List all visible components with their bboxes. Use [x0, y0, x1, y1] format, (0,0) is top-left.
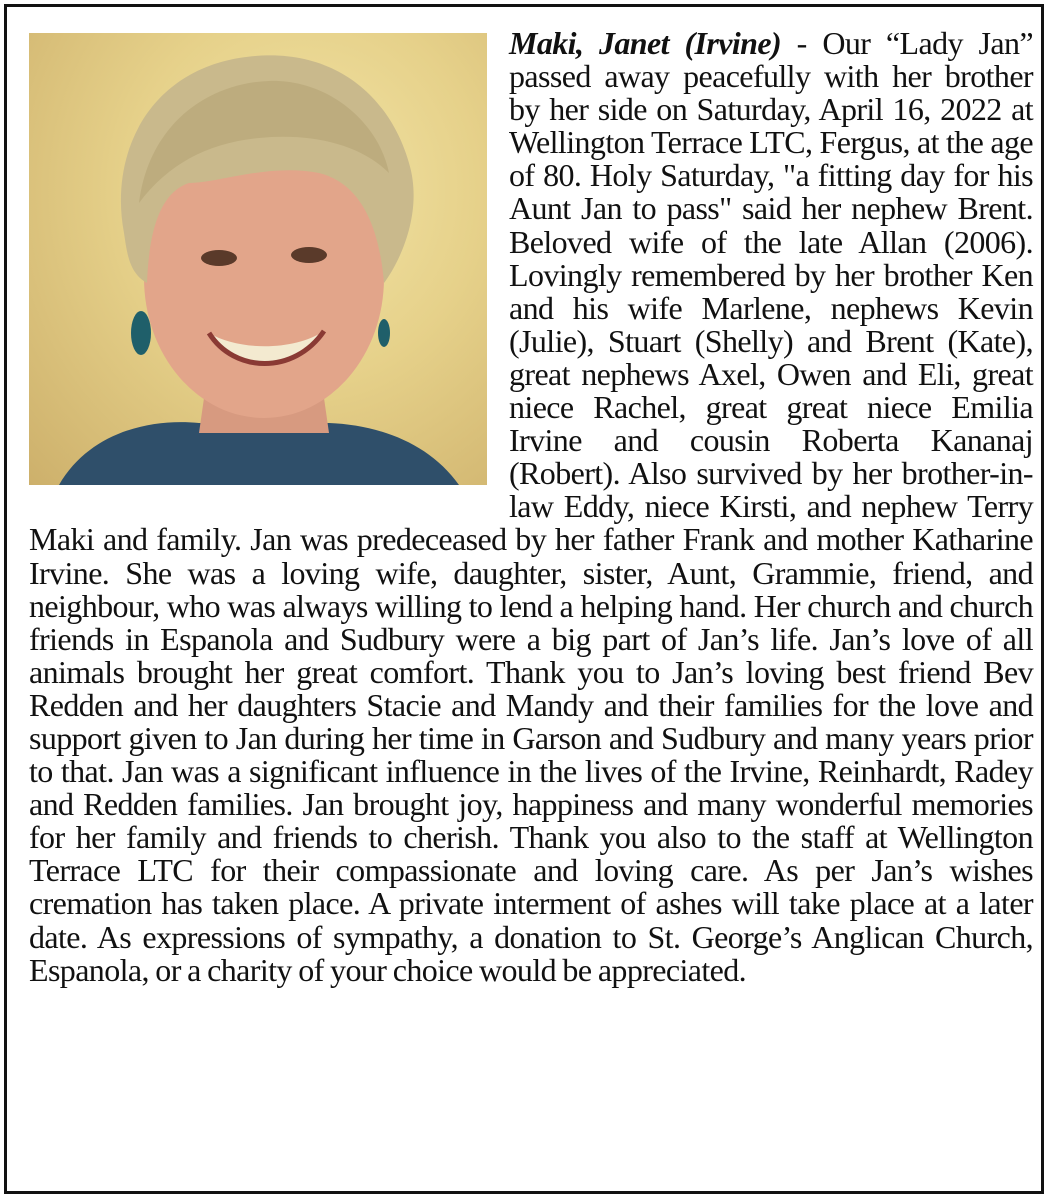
portrait-illustration [29, 33, 487, 485]
obituary-text: - Our “Lady Jan” passed away peacefully with her brother by her side on Saturday, April 16, 2022 at Wellington Terrace LTC, Fergus, at the age of 80. Holy Saturday, "a fitting day for his Aunt Jan to pass" said her nephew Brent. Beloved wife of the late Allan (2006). Lovingly remembered by her brother Ken and his wife Marlene, nephews Kevin (Julie), Stuart (Shelly) and Brent (Kate), great nephews Axel, Owen and Eli, great niece Rachel, great great niece Emilia Irvine and cousin Roberta Kananaj (Robert). Also survived by her brother-in-law Eddy, niece Kirsti, and nephew Terry Maki and family. Jan was predeceased by her father Frank and mother Katharine Irvine. She was a loving wife, daughter, sister, Aunt, Grammie, friend, and neighbour, who was always willing to lend a helping hand. Her church and church friends in Espanola and Sudbury were a big part of Jan’s life. Jan’s love of all animals brought her great comfort. Thank you to Jan’s loving best friend Bev Redden and her daughters Stacie and Mandy and their families for the love and support given to Jan during her time in Garson and Sudbury and many years prior to that. Jan was a significant influence in the lives of the Irvine, Reinhardt, Radey and Redden families. Jan brought joy, happiness and many wonderful memories for her family and friends to cherish. Thank you also to the staff at Wellington Terrace LTC for their compassionate and loving care. As per Jan’s wishes cremation has taken place. A private interment of ashes will take place at a later date. As expressions of sympathy, a donation to St. George’s Anglican Church, Espanola, or a charity of your choice would be appreciated. [29, 25, 1033, 988]
obituary-content [29, 27, 1033, 987]
portrait-photo [29, 33, 487, 485]
obituary-frame [4, 4, 1044, 1194]
deceased-name: Maki, Janet (Irvine) [509, 25, 782, 61]
